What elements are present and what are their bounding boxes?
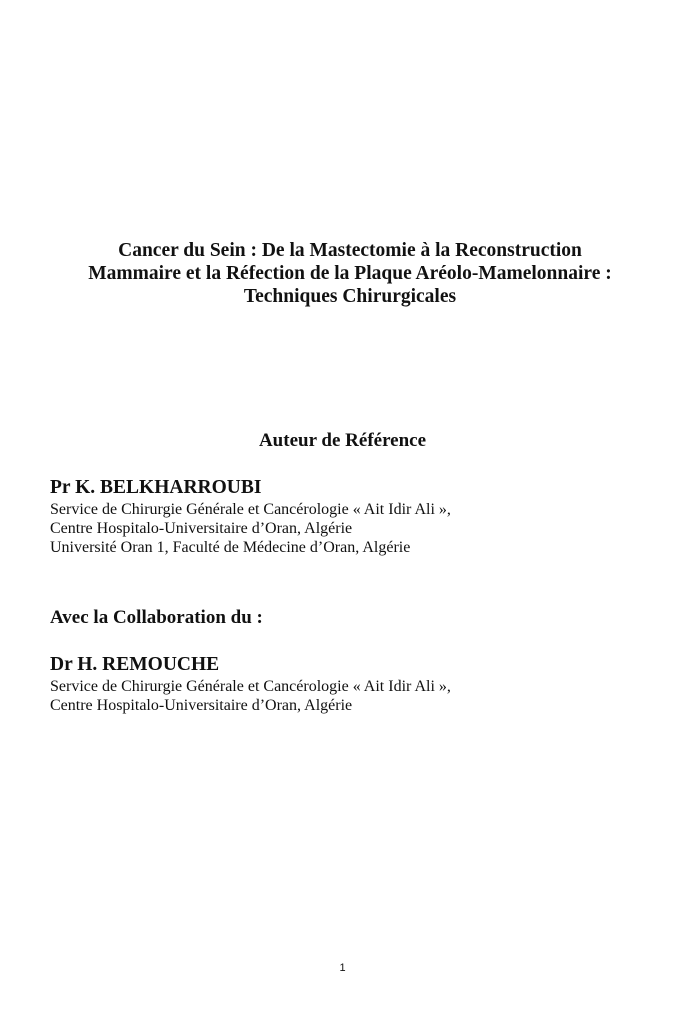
affiliation-line: Centre Hospitalo-Universitaire d’Oran, Algérie: [50, 520, 353, 537]
document-title: [0, 239, 700, 308]
reference-author-affiliation: [50, 500, 451, 557]
collaboration-heading: Avec la Collaboration du :: [50, 607, 263, 628]
page-number: 1: [339, 962, 346, 974]
title-line-2: Mammaire et la Réfection de la Plaque Aréolo-Mamelonnaire :: [88, 263, 612, 284]
reference-author-name: Pr K. BELKHARROUBI: [50, 477, 262, 498]
affiliation-line: Centre Hospitalo-Universitaire d’Oran, Algérie: [50, 697, 353, 714]
collaborator-affiliation: [50, 677, 451, 715]
affiliation-line: Université Oran 1, Faculté de Médecine d’Oran, Algérie: [50, 539, 411, 556]
affiliation-line: Service de Chirurgie Générale et Cancérologie « Ait Idir Ali »,: [50, 678, 451, 695]
collaborator-name: Dr H. REMOUCHE: [50, 654, 220, 675]
title-line-1: Cancer du Sein : De la Mastectomie à la Reconstruction: [118, 240, 582, 261]
affiliation-line: Service de Chirurgie Générale et Cancérologie « Ait Idir Ali »,: [50, 501, 451, 518]
reference-author-heading: Auteur de Référence: [258, 430, 427, 451]
title-line-3: Techniques Chirurgicales: [243, 286, 457, 307]
